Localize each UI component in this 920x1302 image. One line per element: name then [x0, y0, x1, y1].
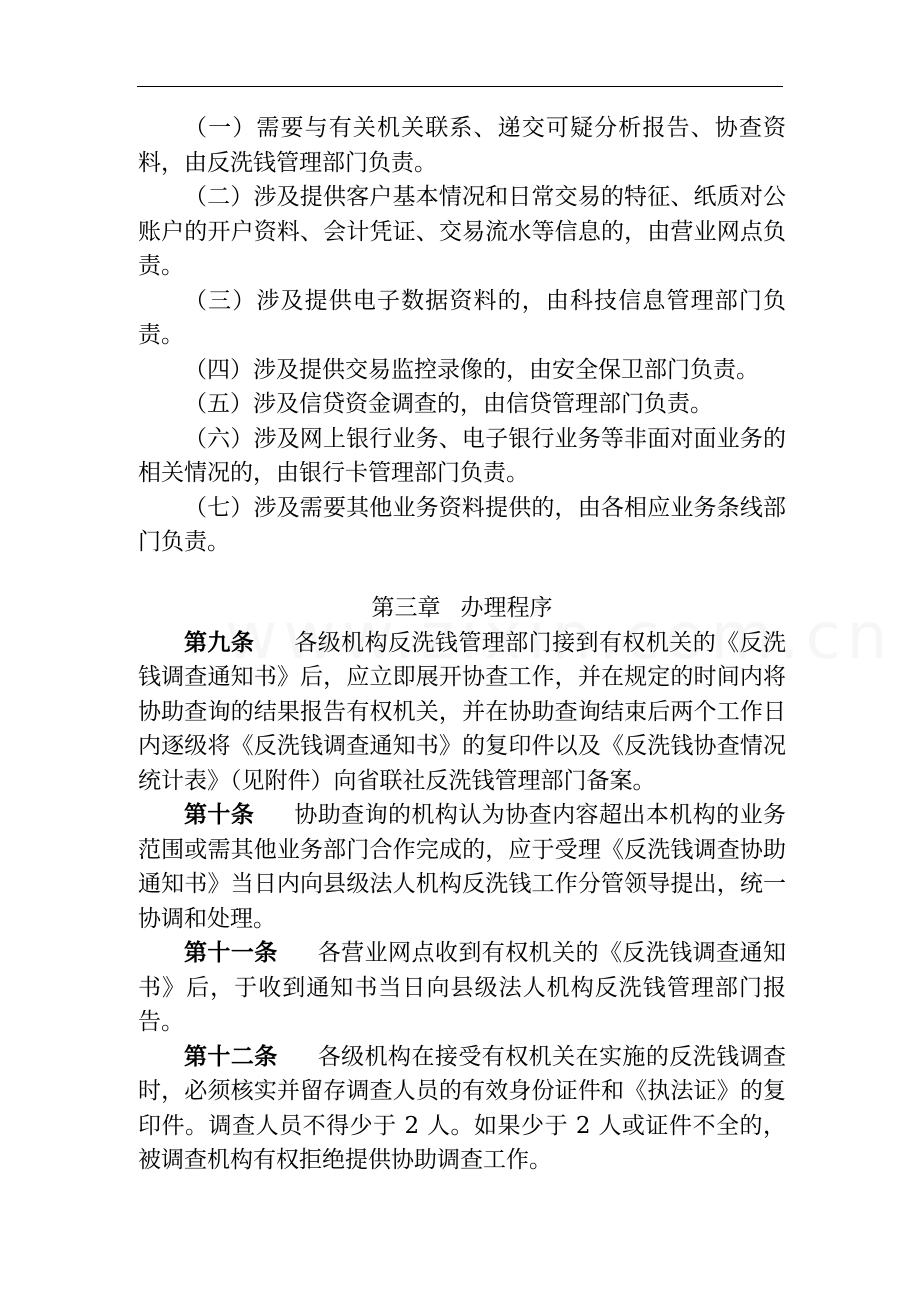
document-body [138, 111, 786, 1178]
chapter-title: 办理程序 [460, 594, 553, 621]
article-paragraph [138, 626, 786, 799]
list-item: （四）涉及提供交易监控录像的，由安全保卫部门负责。 [184, 356, 759, 383]
list-item: （七）涉及需要其他业务资料提供的，由各相应业务条线部门负责。 [138, 494, 786, 555]
article-label: 第九条 [184, 629, 255, 656]
article-paragraph [138, 936, 786, 1040]
article-text: 各级机构反洗钱管理部门接到有权机关的《反洗钱调查通知书》后，应立即展开协查工作，并在规定的时间内将协助查询的结果报告有权机关，并在协助查询结束后两个工作日内逐级将《反洗钱调查通知书》的复印件以及《反洗钱协查情况统计表》（见附件）向省联社反洗钱管理部门备案。 [138, 629, 787, 794]
list-item: （一）需要与有关机关联系、递交可疑分析报告、协查资料，由反洗钱管理部门负责。 [138, 115, 786, 176]
chapter-number: 第三章 [371, 594, 441, 621]
chapter-heading [138, 591, 786, 626]
list-item: （五）涉及信贷资金调查的，由信贷管理部门负责。 [184, 391, 713, 417]
article-text: 各级机构在接受有权机关在实施的反洗钱调查时，必须核实并留存调查人员的有效身份证件和《执法证》的复印件。调查人员不得少于 2 人。如果少于 2 人或证件不全的，被调查机构有权拒绝提供协助调查工作。 [138, 1043, 787, 1173]
article-label: 第十条 [184, 802, 255, 828]
article-text: 各营业网点收到有权机关的《反洗钱调查通知书》后，于收到通知书当日向县级法人机构反洗钱管理部门报告。 [138, 940, 787, 1035]
article-label: 第十二条 [184, 1043, 278, 1070]
list-item: （二）涉及提供客户基本情况和日常交易的特征、纸质对公账户的开户资料、会计凭证、交易流水等信息的，由营业网点负责。 [138, 184, 786, 279]
list-item: （六）涉及网上银行业务、电子银行业务等非面对面业务的相关情况的，由银行卡管理部门负责。 [138, 425, 786, 486]
article-paragraph [138, 798, 786, 936]
article-text: 协助查询的机构认为协查内容超出本机构的业务范围或需其他业务部门合作完成的，应于受理《反洗钱调查协助通知书》当日内向县级法人机构反洗钱工作分管领导提出，统一协调和处理。 [138, 802, 787, 932]
article-paragraph [138, 1040, 786, 1178]
article-label: 第十一条 [184, 940, 278, 966]
header-rule [137, 86, 783, 87]
list-item: （三）涉及提供电子数据资料的，由科技信息管理部门负责。 [138, 287, 786, 348]
